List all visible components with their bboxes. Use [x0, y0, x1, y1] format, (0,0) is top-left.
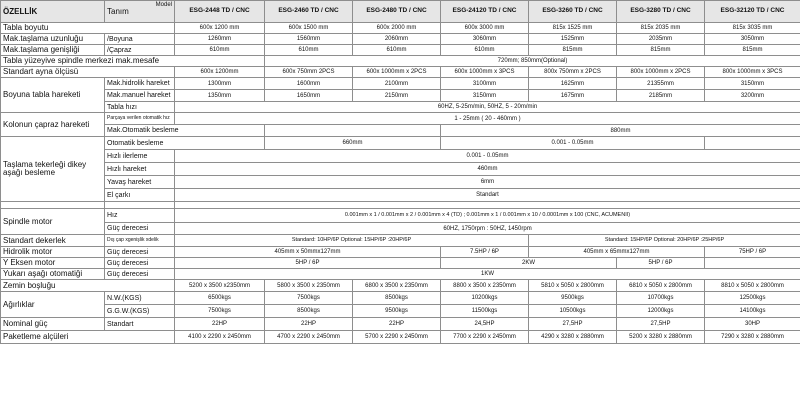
model-header: ESG-2480 TD / CNC	[353, 1, 441, 23]
cell-value: 0.001mm x 1 / 0.001mm x 2 / 0.001mm x 4 (TD) ; 0.001mm x 1 / 0.001mm x 10 / 0.0001mm x 100 (CNC, ACUMENII)	[175, 209, 800, 223]
model-header: ESG-2448 TD / CNC	[175, 1, 265, 23]
row-label: Hidrolik motor	[1, 247, 105, 258]
cell-value: 460mm	[175, 163, 800, 176]
cell-value: 1260mm	[175, 34, 265, 45]
header-row	[1, 1, 800, 23]
cell-value: 1300mm	[175, 78, 265, 90]
row-label: Boyuna tabla hareketi	[1, 78, 105, 113]
cell-value: 4100 x 2290 x 2450mm	[175, 331, 265, 344]
header-ozellik: ÖZELLİK	[1, 1, 105, 23]
empty-cell	[105, 202, 175, 209]
cell-value: 14100kgs	[705, 305, 800, 318]
cell-value: 24,5HP	[441, 318, 529, 331]
cell-value: 600x 2000 mm	[353, 23, 441, 34]
cell-value: 12500kgs	[705, 292, 800, 305]
table-row	[1, 56, 800, 67]
cell-value: 1KW	[175, 269, 800, 280]
cell-value: 27,5HP	[529, 318, 617, 331]
cell-value: 600x 1200 mm	[175, 23, 265, 34]
cell-value: 880mm	[441, 125, 800, 137]
cell-value: 800x 1000mm x 3PCS	[705, 67, 800, 78]
table-row	[1, 235, 800, 247]
row-label: Zemin boşluğu	[1, 280, 175, 292]
row-label: Tabla yüzeyive spindle merkezi mak.mesafe	[1, 56, 265, 67]
cell-value: 2150mm	[353, 90, 441, 102]
cell-value: 7500kgs	[265, 292, 353, 305]
row-label: Mak.taşlama uzunluğu	[1, 34, 105, 45]
row-label: Tabla boyutu	[1, 23, 175, 34]
cell-value: 21355mm	[617, 78, 705, 90]
row-sublabel: Güç derecesi	[105, 258, 175, 269]
cell-value: Standart	[175, 189, 800, 202]
cell-value: 800x 750mm x 2PCS	[529, 67, 617, 78]
cell-value: 1675mm	[529, 90, 617, 102]
cell-value: 8500kgs	[265, 305, 353, 318]
table-row	[1, 34, 800, 45]
row-label: Spindle motor	[1, 209, 105, 235]
row-label: Standart dekerlek	[1, 235, 105, 247]
cell-value: 3150mm	[441, 90, 529, 102]
cell-value: 5700 x 2290 x 2450mm	[353, 331, 441, 344]
row-sublabel: Güç derecesi	[105, 269, 175, 280]
cell-value: 6810 x 5050 x 2800mm	[617, 280, 705, 292]
header-tanim-label: Tanım	[107, 6, 129, 16]
empty-cell	[1, 202, 105, 209]
row-sublabel: Güç derecesi	[105, 223, 175, 235]
cell-value: 5HP / 6P	[175, 258, 441, 269]
cell-value: 12000kgs	[617, 305, 705, 318]
cell-value: 600x 1500 mm	[265, 23, 353, 34]
cell-value: 815mm	[617, 45, 705, 56]
cell-value: 800x 1000mm x 2PCS	[617, 67, 705, 78]
cell-value: 2060mm	[353, 34, 441, 45]
row-sublabel: Güç derecesi	[105, 247, 175, 258]
cell-value: 5800 x 3500 x 2350mm	[265, 280, 353, 292]
cell-value: 7700 x 2290 x 2450mm	[441, 331, 529, 344]
cell-value: 60HZ, 5-25m/min, 50HZ, 5 - 20m/min	[175, 102, 800, 113]
cell-value: 6mm	[175, 176, 800, 189]
cell-value: 6500kgs	[175, 292, 265, 305]
cell-value: 1650mm	[265, 90, 353, 102]
cell-value: 815mm	[529, 45, 617, 56]
cell-value: 6800 x 3500 x 2350mm	[353, 280, 441, 292]
cell-value: 3200mm	[705, 90, 800, 102]
row-label: Nominal güç	[1, 318, 105, 331]
table-row	[1, 247, 800, 258]
row-label: Y Eksen motor	[1, 258, 105, 269]
table-row	[1, 305, 800, 318]
table-row	[1, 269, 800, 280]
cell-value	[265, 125, 441, 137]
table-row	[1, 23, 800, 34]
cell-value: 7500kgs	[175, 305, 265, 318]
cell-value	[705, 137, 800, 150]
row-sublabel: Mak.Otomatik besleme	[105, 125, 265, 137]
cell-value: 1560mm	[265, 34, 353, 45]
cell-value: Standard: 10HP/6P Optional: 15HP/6P :20HP/6P	[175, 235, 529, 247]
cell-value: 815x 1525 mm	[529, 23, 617, 34]
row-label: Taşlama tekerleği dikey aşağı besleme	[1, 137, 105, 202]
model-header: ESG-3280 TD / CNC	[617, 1, 705, 23]
table-row	[1, 331, 800, 344]
cell-value: 3100mm	[441, 78, 529, 90]
cell-value: 600x 1000mm x 3PCS	[441, 67, 529, 78]
cell-value: 815x 3035 mm	[705, 23, 800, 34]
cell-value: 5200 x 3280 x 2880mm	[617, 331, 705, 344]
cell-value: 11500kgs	[441, 305, 529, 318]
cell-value: 1525mm	[529, 34, 617, 45]
cell-value: 60HZ, 1750rpm : 50HZ, 1450rpm	[175, 223, 800, 235]
table-row	[1, 318, 800, 331]
row-label: Standart ayna ölçüsü	[1, 67, 175, 78]
row-sublabel: Hız	[105, 209, 175, 223]
cell-value: 610mm	[353, 45, 441, 56]
cell-value: 815mm	[705, 45, 800, 56]
cell-value: 22HP	[265, 318, 353, 331]
cell-value: 5810 x 5050 x 2800mm	[529, 280, 617, 292]
row-sublabel: Dış çap xgenişlik xdelik	[105, 235, 175, 247]
table-row	[1, 90, 800, 102]
row-sublabel: Mak.manuel hareket	[105, 90, 175, 102]
header-tanim	[105, 1, 175, 23]
cell-value: 1625mm	[529, 78, 617, 90]
cell-value: 4290 x 3280 x 2880mm	[529, 331, 617, 344]
table-row	[1, 113, 800, 125]
cell-value: 720mm; 850mm(Optional)	[265, 56, 800, 67]
table-row	[1, 67, 800, 78]
cell-value: 75HP / 6P	[705, 247, 800, 258]
cell-value: 7290 x 3280 x 2880mm	[705, 331, 800, 344]
row-sublabel: N.W.(KGS)	[105, 292, 175, 305]
cell-value: 3060mm	[441, 34, 529, 45]
cell-value: 4700 x 2290 x 2450mm	[265, 331, 353, 344]
cell-value: 1600mm	[265, 78, 353, 90]
row-label: Paketleme alçüleri	[1, 331, 175, 344]
cell-value: 27,5HP	[617, 318, 705, 331]
row-sublabel: Tabla hızı	[105, 102, 175, 113]
row-sublabel: Standart	[105, 318, 175, 331]
cell-value: 405mm x 50mmx127mm	[175, 247, 441, 258]
cell-value: 10700kgs	[617, 292, 705, 305]
cell-value: 3150mm	[705, 78, 800, 90]
cell-value: 1 - 25mm ( 20 - 460mm )	[175, 113, 800, 125]
cell-value: 30HP	[705, 318, 800, 331]
row-label: Kolonun çapraz hareketi	[1, 113, 105, 137]
table-row	[1, 223, 800, 235]
cell-value: 815x 2035 mm	[617, 23, 705, 34]
cell-value	[705, 258, 800, 269]
model-header: ESG-3260 TD / CNC	[529, 1, 617, 23]
cell-value: 0.001 - 0.05mm	[175, 150, 800, 163]
row-label: Yukarı aşağı otomatiği	[1, 269, 105, 280]
cell-value: Standard: 15HP/6P Optional: 20HP/6P :25HP/6P	[529, 235, 800, 247]
cell-value: 600x 750mm 2PCS	[265, 67, 353, 78]
cell-value: 1350mm	[175, 90, 265, 102]
row-sublabel: /Çapraz	[105, 45, 175, 56]
cell-value: 2100mm	[353, 78, 441, 90]
cell-value: 22HP	[353, 318, 441, 331]
table-row	[1, 176, 800, 189]
table-row	[1, 125, 800, 137]
row-sublabel: Hızlı hareket	[105, 163, 175, 176]
row-sublabel: El çarkı	[105, 189, 175, 202]
cell-value: 10500kgs	[529, 305, 617, 318]
cell-value: 2185mm	[617, 90, 705, 102]
cell-value: 8810 x 5050 x 2800mm	[705, 280, 800, 292]
row-sublabel: Mak.hidrolik hareket	[105, 78, 175, 90]
table-row	[1, 258, 800, 269]
cell-value: 600x 1200mm	[175, 67, 265, 78]
row-sublabel: G.G.W.(KGS)	[105, 305, 175, 318]
row-label: Ağırlıklar	[1, 292, 105, 318]
cell-value: 0.001 - 0.05mm	[441, 137, 705, 150]
cell-value: 600x 3000 mm	[441, 23, 529, 34]
row-label: Mak.taşlama genişliği	[1, 45, 105, 56]
table-row	[1, 137, 800, 150]
cell-value: 5200 x 3500 x2350mm	[175, 280, 265, 292]
cell-value: 10200kgs	[441, 292, 529, 305]
empty-cell	[175, 202, 800, 209]
cell-value: 9500kgs	[353, 305, 441, 318]
table-row	[1, 163, 800, 176]
cell-value: 610mm	[265, 45, 353, 56]
table-row	[1, 280, 800, 292]
row-sublabel: Otomatik besleme	[105, 137, 265, 150]
header-model-label: Model	[155, 2, 172, 8]
cell-value: 3050mm	[705, 34, 800, 45]
table-row	[1, 150, 800, 163]
cell-value: 8500kgs	[353, 292, 441, 305]
cell-value: 9500kgs	[529, 292, 617, 305]
table-row	[1, 292, 800, 305]
table-row	[1, 45, 800, 56]
cell-value: 8800 x 3500 x 2350mm	[441, 280, 529, 292]
cell-value: 7.5HP / 6P	[441, 247, 529, 258]
cell-value: 660mm	[265, 137, 441, 150]
table-row	[1, 78, 800, 90]
table-row	[1, 209, 800, 223]
cell-value: 5HP / 6P	[617, 258, 705, 269]
row-sublabel: Yavaş hareket	[105, 176, 175, 189]
cell-value: 2035mm	[617, 34, 705, 45]
row-sublabel: Parçaya verilen otomatik hız	[105, 113, 175, 125]
table-row	[1, 102, 800, 113]
model-header: ESG-2460 TD / CNC	[265, 1, 353, 23]
model-header: ESG-24120 TD / CNC	[441, 1, 529, 23]
table-row	[1, 189, 800, 202]
cell-value: 2KW	[441, 258, 617, 269]
row-sublabel: Hızlı ilerleme	[105, 150, 175, 163]
cell-value: 610mm	[175, 45, 265, 56]
cell-value: 600x 1000mm x 2PCS	[353, 67, 441, 78]
cell-value: 405mm x 65mmx127mm	[529, 247, 705, 258]
cell-value: 22HP	[175, 318, 265, 331]
cell-value: 610mm	[441, 45, 529, 56]
table-row	[1, 202, 800, 209]
row-sublabel: /Boyuna	[105, 34, 175, 45]
model-header: ESG-32120 TD / CNC	[705, 1, 800, 23]
